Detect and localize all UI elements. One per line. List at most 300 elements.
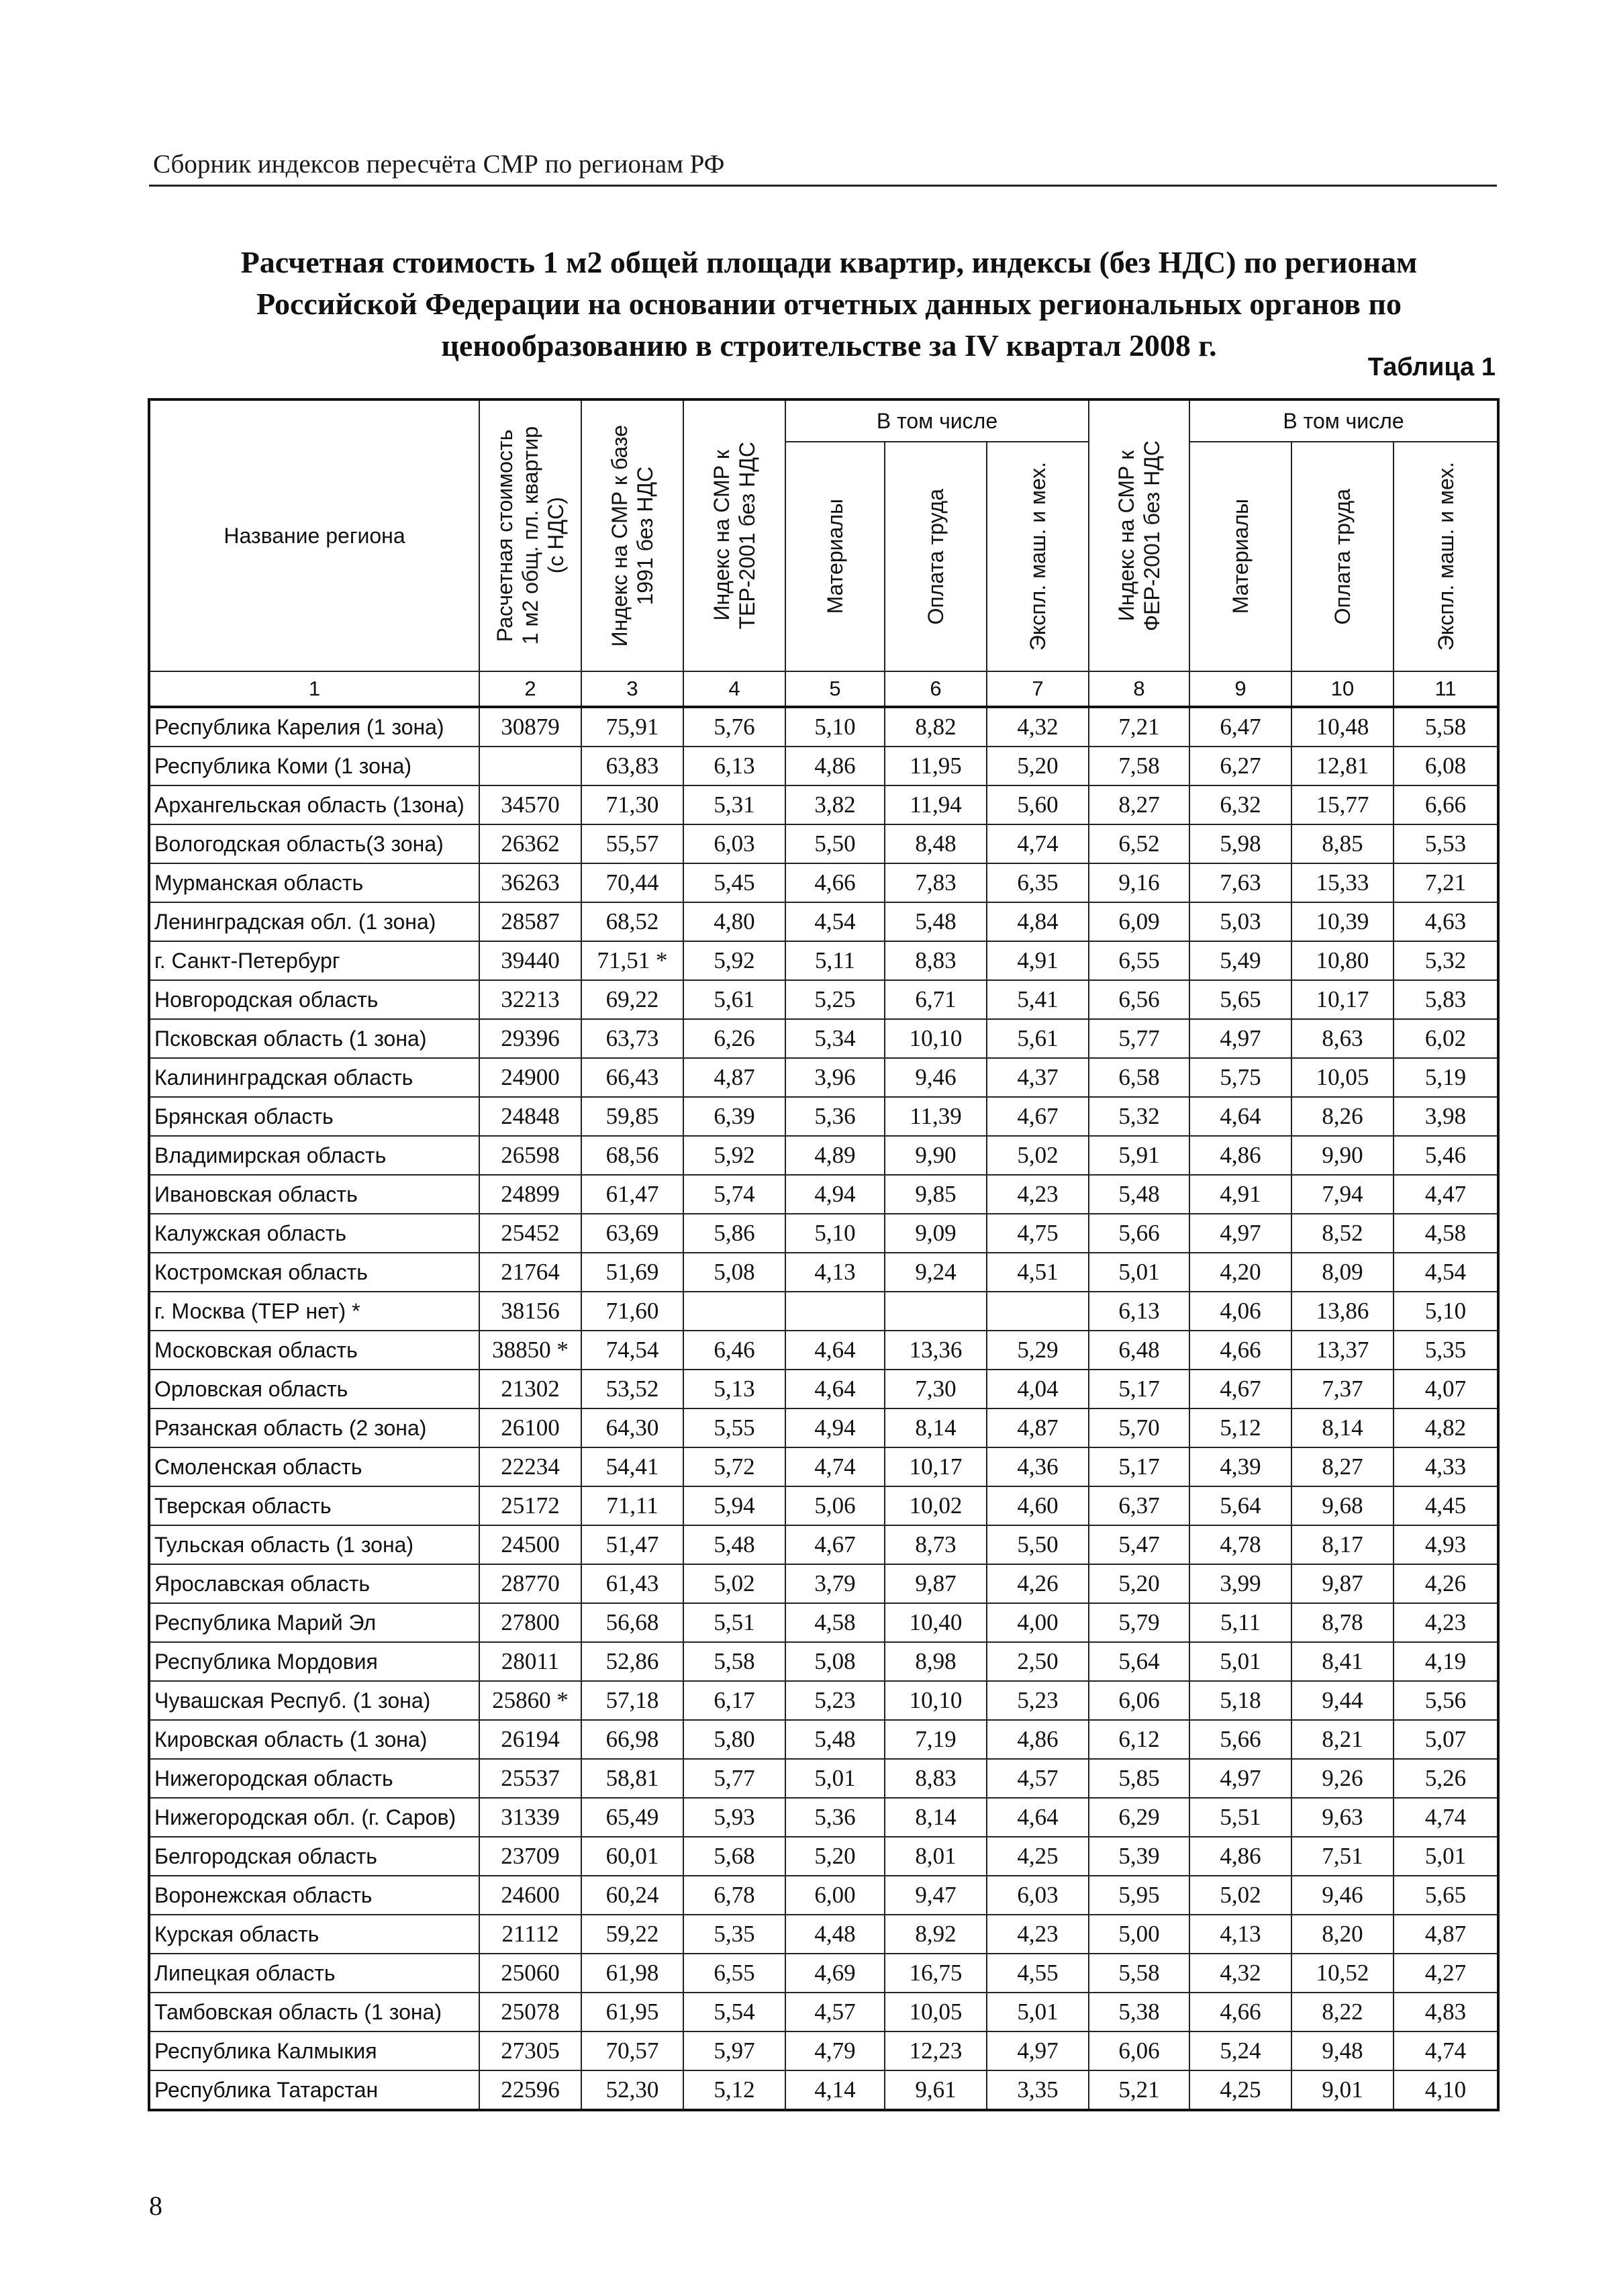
value-cell: 4,19 xyxy=(1394,1642,1498,1681)
value-cell: 4,67 xyxy=(1189,1370,1291,1408)
value-cell: 5,64 xyxy=(1189,1486,1291,1525)
region-name-cell: Республика Карелия (1 зона) xyxy=(149,707,479,747)
value-cell: 3,98 xyxy=(1394,1097,1498,1136)
value-cell: 5,20 xyxy=(987,747,1089,785)
value-cell: 5,92 xyxy=(683,941,785,980)
value-cell: 4,97 xyxy=(1189,1019,1291,1058)
column-header-ter-labor: Оплата труда xyxy=(885,442,987,671)
value-cell: 5,77 xyxy=(1089,1019,1189,1058)
value-cell: 5,19 xyxy=(1394,1058,1498,1097)
table-row xyxy=(149,1136,1498,1175)
value-cell: 12,23 xyxy=(885,2031,987,2070)
value-cell: 5,17 xyxy=(1089,1370,1189,1408)
value-cell: 8,73 xyxy=(885,1525,987,1564)
value-cell: 5,72 xyxy=(683,1447,785,1486)
value-cell: 8,83 xyxy=(885,941,987,980)
value-cell: 5,51 xyxy=(1189,1798,1291,1837)
value-cell: 9,16 xyxy=(1089,863,1189,902)
value-cell: 4,82 xyxy=(1394,1408,1498,1447)
value-cell: 11,94 xyxy=(885,785,987,824)
value-cell: 4,20 xyxy=(1189,1253,1291,1292)
value-cell: 4,91 xyxy=(1189,1175,1291,1214)
value-cell: 5,01 xyxy=(987,1993,1089,2031)
column-number: 4 xyxy=(683,671,785,707)
value-cell: 26598 xyxy=(479,1136,581,1175)
value-cell: 10,05 xyxy=(1291,1058,1394,1097)
value-cell: 5,48 xyxy=(785,1720,885,1759)
table-row xyxy=(149,1486,1498,1525)
region-name-cell: Республика Калмыкия xyxy=(149,2031,479,2070)
value-cell: 69,22 xyxy=(581,980,683,1019)
value-cell: 9,87 xyxy=(885,1564,987,1603)
value-cell: 4,64 xyxy=(785,1370,885,1408)
value-cell: 25452 xyxy=(479,1214,581,1253)
region-name-cell: Ярославская область xyxy=(149,1564,479,1603)
value-cell: 26100 xyxy=(479,1408,581,1447)
value-cell: 4,57 xyxy=(785,1993,885,2031)
value-cell: 5,93 xyxy=(683,1798,785,1837)
value-cell: 4,69 xyxy=(785,1954,885,1993)
value-cell: 9,44 xyxy=(1291,1681,1394,1720)
value-cell: 5,55 xyxy=(683,1408,785,1447)
value-cell: 9,46 xyxy=(1291,1876,1394,1915)
value-cell: 4,32 xyxy=(1189,1954,1291,1993)
table-row xyxy=(149,785,1498,824)
table-row xyxy=(149,747,1498,785)
table-row xyxy=(149,941,1498,980)
value-cell: 5,23 xyxy=(785,1681,885,1720)
table-row xyxy=(149,1954,1498,1993)
value-cell: 5,61 xyxy=(683,980,785,1019)
value-cell: 5,60 xyxy=(987,785,1089,824)
value-cell: 5,18 xyxy=(1189,1681,1291,1720)
value-cell: 6,03 xyxy=(987,1876,1089,1915)
value-cell: 4,47 xyxy=(1394,1175,1498,1214)
value-cell: 6,26 xyxy=(683,1019,785,1058)
value-cell: 8,26 xyxy=(1291,1097,1394,1136)
value-cell: 4,80 xyxy=(683,902,785,941)
value-cell xyxy=(683,1292,785,1331)
value-cell: 6,35 xyxy=(987,863,1089,902)
table-row xyxy=(149,1681,1498,1720)
value-cell: 10,40 xyxy=(885,1603,987,1642)
value-cell: 7,37 xyxy=(1291,1370,1394,1408)
value-cell: 5,64 xyxy=(1089,1642,1189,1681)
column-header-region-name: Название региона xyxy=(149,399,479,671)
value-cell: 8,52 xyxy=(1291,1214,1394,1253)
value-cell: 29396 xyxy=(479,1019,581,1058)
value-cell: 15,77 xyxy=(1291,785,1394,824)
value-cell: 24900 xyxy=(479,1058,581,1097)
value-cell: 4,14 xyxy=(785,2070,885,2110)
value-cell: 8,01 xyxy=(885,1837,987,1876)
title-line: Расчетная стоимость 1 м2 общей площади квартир, индексы (без НДС) по регионам xyxy=(240,245,1418,279)
value-cell: 5,10 xyxy=(1394,1292,1498,1331)
value-cell: 6,58 xyxy=(1089,1058,1189,1097)
value-cell: 24500 xyxy=(479,1525,581,1564)
value-cell: 8,85 xyxy=(1291,824,1394,863)
column-number: 7 xyxy=(987,671,1089,707)
region-index-table xyxy=(148,398,1500,2111)
value-cell: 57,18 xyxy=(581,1681,683,1720)
value-cell: 5,94 xyxy=(683,1486,785,1525)
region-name-cell: Тульская область (1 зона) xyxy=(149,1525,479,1564)
value-cell: 3,99 xyxy=(1189,1564,1291,1603)
region-name-cell: Архангельская область (1зона) xyxy=(149,785,479,824)
value-cell: 28587 xyxy=(479,902,581,941)
region-name-cell: Калининградская область xyxy=(149,1058,479,1097)
column-number: 9 xyxy=(1189,671,1291,707)
value-cell: 4,54 xyxy=(785,902,885,941)
value-cell: 5,45 xyxy=(683,863,785,902)
value-cell: 5,02 xyxy=(987,1136,1089,1175)
value-cell: 5,08 xyxy=(683,1253,785,1292)
value-cell: 9,01 xyxy=(1291,2070,1394,2110)
value-cell: 28770 xyxy=(479,1564,581,1603)
value-cell: 5,39 xyxy=(1089,1837,1189,1876)
table-row xyxy=(149,1214,1498,1253)
value-cell: 5,48 xyxy=(1089,1175,1189,1214)
value-cell: 9,68 xyxy=(1291,1486,1394,1525)
value-cell: 4,13 xyxy=(1189,1915,1291,1954)
column-number: 10 xyxy=(1291,671,1394,707)
table-row xyxy=(149,1253,1498,1292)
table-row xyxy=(149,707,1498,747)
value-cell: 9,85 xyxy=(885,1175,987,1214)
value-cell: 3,82 xyxy=(785,785,885,824)
value-cell xyxy=(479,747,581,785)
value-cell: 3,96 xyxy=(785,1058,885,1097)
value-cell: 6,13 xyxy=(1089,1292,1189,1331)
region-name-cell: г. Санкт-Петербург xyxy=(149,941,479,980)
value-cell: 10,10 xyxy=(885,1019,987,1058)
value-cell: 23709 xyxy=(479,1837,581,1876)
table-row xyxy=(149,902,1498,941)
value-cell: 8,27 xyxy=(1291,1447,1394,1486)
value-cell xyxy=(987,1292,1089,1331)
value-cell: 6,12 xyxy=(1089,1720,1189,1759)
value-cell: 4,36 xyxy=(987,1447,1089,1486)
value-cell: 4,74 xyxy=(785,1447,885,1486)
value-cell: 4,83 xyxy=(1394,1993,1498,2031)
column-number-row xyxy=(149,671,1498,707)
value-cell: 5,01 xyxy=(1189,1642,1291,1681)
value-cell: 4,91 xyxy=(987,941,1089,980)
value-cell: 4,86 xyxy=(1189,1837,1291,1876)
value-cell: 5,95 xyxy=(1089,1876,1189,1915)
value-cell: 51,47 xyxy=(581,1525,683,1564)
value-cell: 63,69 xyxy=(581,1214,683,1253)
page-number: 8 xyxy=(149,2191,162,2221)
value-cell: 7,83 xyxy=(885,863,987,902)
value-cell: 71,11 xyxy=(581,1486,683,1525)
value-cell: 6,27 xyxy=(1189,747,1291,785)
value-cell: 5,13 xyxy=(683,1370,785,1408)
value-cell: 6,13 xyxy=(683,747,785,785)
value-cell: 6,06 xyxy=(1089,1681,1189,1720)
value-cell: 5,79 xyxy=(1089,1603,1189,1642)
value-cell: 5,65 xyxy=(1189,980,1291,1019)
value-cell: 70,57 xyxy=(581,2031,683,2070)
value-cell: 5,49 xyxy=(1189,941,1291,980)
value-cell: 6,09 xyxy=(1089,902,1189,941)
table-row xyxy=(149,2031,1498,2070)
header-rule xyxy=(149,185,1497,187)
value-cell: 10,48 xyxy=(1291,707,1394,747)
value-cell: 5,32 xyxy=(1394,941,1498,980)
value-cell: 60,01 xyxy=(581,1837,683,1876)
value-cell: 6,37 xyxy=(1089,1486,1189,1525)
value-cell: 5,11 xyxy=(785,941,885,980)
value-cell: 4,63 xyxy=(1394,902,1498,941)
value-cell: 5,10 xyxy=(785,707,885,747)
region-name-cell: Рязанская область (2 зона) xyxy=(149,1408,479,1447)
value-cell: 5,66 xyxy=(1189,1720,1291,1759)
value-cell: 4,66 xyxy=(1189,1993,1291,2031)
value-cell: 4,48 xyxy=(785,1915,885,1954)
value-cell: 21764 xyxy=(479,1253,581,1292)
value-cell: 4,23 xyxy=(1394,1603,1498,1642)
value-cell: 6,06 xyxy=(1089,2031,1189,2070)
value-cell: 5,38 xyxy=(1089,1993,1189,2031)
table-row xyxy=(149,1915,1498,1954)
value-cell: 5,47 xyxy=(1089,1525,1189,1564)
value-cell: 6,02 xyxy=(1394,1019,1498,1058)
value-cell: 38850 * xyxy=(479,1331,581,1370)
column-header-ter-materials: Материалы xyxy=(785,442,885,671)
value-cell: 5,03 xyxy=(1189,902,1291,941)
value-cell: 4,97 xyxy=(1189,1759,1291,1798)
column-header-fer-materials: Материалы xyxy=(1189,442,1291,671)
value-cell: 6,48 xyxy=(1089,1331,1189,1370)
value-cell: 58,81 xyxy=(581,1759,683,1798)
value-cell: 5,31 xyxy=(683,785,785,824)
region-name-cell: Ленинградская обл. (1 зона) xyxy=(149,902,479,941)
value-cell: 4,00 xyxy=(987,1603,1089,1642)
value-cell: 25172 xyxy=(479,1486,581,1525)
value-cell: 68,52 xyxy=(581,902,683,941)
value-cell xyxy=(785,1292,885,1331)
value-cell: 8,14 xyxy=(885,1798,987,1837)
value-cell: 4,74 xyxy=(1394,2031,1498,2070)
value-cell: 25537 xyxy=(479,1759,581,1798)
value-cell: 4,58 xyxy=(1394,1214,1498,1253)
column-number: 6 xyxy=(885,671,987,707)
value-cell: 9,61 xyxy=(885,2070,987,2110)
column-number: 11 xyxy=(1394,671,1498,707)
region-name-cell: Новгородская область xyxy=(149,980,479,1019)
value-cell: 6,08 xyxy=(1394,747,1498,785)
value-cell: 4,32 xyxy=(987,707,1089,747)
value-cell: 4,23 xyxy=(987,1915,1089,1954)
value-cell: 6,52 xyxy=(1089,824,1189,863)
value-cell: 5,77 xyxy=(683,1759,785,1798)
value-cell: 66,43 xyxy=(581,1058,683,1097)
value-cell: 7,63 xyxy=(1189,863,1291,902)
value-cell: 12,81 xyxy=(1291,747,1394,785)
value-cell: 5,86 xyxy=(683,1214,785,1253)
value-cell: 5,51 xyxy=(683,1603,785,1642)
value-cell: 59,85 xyxy=(581,1097,683,1136)
value-cell: 5,29 xyxy=(987,1331,1089,1370)
value-cell: 31339 xyxy=(479,1798,581,1837)
value-cell: 4,33 xyxy=(1394,1447,1498,1486)
value-cell: 4,26 xyxy=(1394,1564,1498,1603)
value-cell: 4,07 xyxy=(1394,1370,1498,1408)
value-cell: 5,92 xyxy=(683,1136,785,1175)
value-cell: 4,57 xyxy=(987,1759,1089,1798)
value-cell: 6,39 xyxy=(683,1097,785,1136)
value-cell: 10,02 xyxy=(885,1486,987,1525)
value-cell: 5,06 xyxy=(785,1486,885,1525)
value-cell: 6,29 xyxy=(1089,1798,1189,1837)
value-cell: 4,04 xyxy=(987,1370,1089,1408)
value-cell: 4,23 xyxy=(987,1175,1089,1214)
value-cell: 5,46 xyxy=(1394,1136,1498,1175)
value-cell: 7,94 xyxy=(1291,1175,1394,1214)
running-header: Сборник индексов пересчёта СМР по регионам РФ xyxy=(153,150,725,179)
value-cell: 5,36 xyxy=(785,1798,885,1837)
table-row xyxy=(149,1292,1498,1331)
value-cell: 9,47 xyxy=(885,1876,987,1915)
value-cell: 5,21 xyxy=(1089,2070,1189,2110)
value-cell: 5,01 xyxy=(785,1759,885,1798)
value-cell: 27305 xyxy=(479,2031,581,2070)
table-row xyxy=(149,1019,1498,1058)
value-cell: 5,91 xyxy=(1089,1136,1189,1175)
value-cell: 24600 xyxy=(479,1876,581,1915)
value-cell: 4,66 xyxy=(1189,1331,1291,1370)
region-name-cell: Воронежская область xyxy=(149,1876,479,1915)
value-cell: 25860 * xyxy=(479,1681,581,1720)
value-cell: 4,79 xyxy=(785,2031,885,2070)
value-cell: 8,21 xyxy=(1291,1720,1394,1759)
column-number: 3 xyxy=(581,671,683,707)
value-cell: 32213 xyxy=(479,980,581,1019)
value-cell: 10,39 xyxy=(1291,902,1394,941)
value-cell xyxy=(885,1292,987,1331)
value-cell: 9,24 xyxy=(885,1253,987,1292)
value-cell: 6,47 xyxy=(1189,707,1291,747)
value-cell: 5,56 xyxy=(1394,1681,1498,1720)
value-cell: 13,86 xyxy=(1291,1292,1394,1331)
region-name-cell: г. Москва (ТЕР нет) * xyxy=(149,1292,479,1331)
value-cell: 5,66 xyxy=(1089,1214,1189,1253)
value-cell: 8,20 xyxy=(1291,1915,1394,1954)
value-cell: 8,92 xyxy=(885,1915,987,1954)
table-row xyxy=(149,1642,1498,1681)
value-cell: 8,78 xyxy=(1291,1603,1394,1642)
value-cell: 8,09 xyxy=(1291,1253,1394,1292)
table-row xyxy=(149,1759,1498,1798)
value-cell: 2,50 xyxy=(987,1642,1089,1681)
value-cell: 71,60 xyxy=(581,1292,683,1331)
value-cell: 6,66 xyxy=(1394,785,1498,824)
value-cell: 38156 xyxy=(479,1292,581,1331)
value-cell: 4,06 xyxy=(1189,1292,1291,1331)
value-cell: 22234 xyxy=(479,1447,581,1486)
value-cell: 4,54 xyxy=(1394,1253,1498,1292)
value-cell: 4,97 xyxy=(1189,1214,1291,1253)
table-row xyxy=(149,1564,1498,1603)
table-row xyxy=(149,2070,1498,2110)
column-header-fer-labor: Оплата труда xyxy=(1291,442,1394,671)
value-cell: 54,41 xyxy=(581,1447,683,1486)
value-cell: 9,46 xyxy=(885,1058,987,1097)
value-cell: 4,93 xyxy=(1394,1525,1498,1564)
region-name-cell: Липецкая область xyxy=(149,1954,479,1993)
column-number: 8 xyxy=(1089,671,1189,707)
value-cell: 5,32 xyxy=(1089,1097,1189,1136)
value-cell: 5,75 xyxy=(1189,1058,1291,1097)
value-cell: 34570 xyxy=(479,785,581,824)
value-cell: 4,60 xyxy=(987,1486,1089,1525)
value-cell: 5,01 xyxy=(1089,1253,1189,1292)
value-cell: 4,94 xyxy=(785,1408,885,1447)
value-cell: 4,84 xyxy=(987,902,1089,941)
value-cell: 4,55 xyxy=(987,1954,1089,1993)
column-number: 2 xyxy=(479,671,581,707)
table-body xyxy=(149,707,1498,2110)
value-cell: 60,24 xyxy=(581,1876,683,1915)
title-line: Российской Федерации на основании отчетных данных региональных органов по xyxy=(256,287,1402,321)
value-cell: 5,12 xyxy=(683,2070,785,2110)
value-cell: 5,76 xyxy=(683,707,785,747)
value-cell: 30879 xyxy=(479,707,581,747)
table-label: Таблица 1 xyxy=(1367,353,1496,381)
value-cell: 10,10 xyxy=(885,1681,987,1720)
value-cell: 4,39 xyxy=(1189,1447,1291,1486)
table-row xyxy=(149,1798,1498,1837)
value-cell: 5,35 xyxy=(683,1915,785,1954)
region-name-cell: Мурманская область xyxy=(149,863,479,902)
table-row xyxy=(149,1993,1498,2031)
region-name-cell: Брянская область xyxy=(149,1097,479,1136)
value-cell: 8,22 xyxy=(1291,1993,1394,2031)
region-name-cell: Калужская область xyxy=(149,1214,479,1253)
value-cell: 5,58 xyxy=(1089,1954,1189,1993)
value-cell: 5,23 xyxy=(987,1681,1089,1720)
table-row xyxy=(149,1331,1498,1370)
value-cell: 5,68 xyxy=(683,1837,785,1876)
value-cell: 5,25 xyxy=(785,980,885,1019)
table-row xyxy=(149,1876,1498,1915)
value-cell: 7,58 xyxy=(1089,747,1189,785)
value-cell: 4,26 xyxy=(987,1564,1089,1603)
value-cell: 10,05 xyxy=(885,1993,987,2031)
value-cell: 4,67 xyxy=(785,1525,885,1564)
value-cell: 5,36 xyxy=(785,1097,885,1136)
value-cell: 8,14 xyxy=(1291,1408,1394,1447)
value-cell: 5,20 xyxy=(1089,1564,1189,1603)
value-cell: 9,87 xyxy=(1291,1564,1394,1603)
region-name-cell: Тверская область xyxy=(149,1486,479,1525)
value-cell: 8,98 xyxy=(885,1642,987,1681)
value-cell: 21112 xyxy=(479,1915,581,1954)
value-cell: 6,71 xyxy=(885,980,987,1019)
value-cell: 66,98 xyxy=(581,1720,683,1759)
value-cell: 8,41 xyxy=(1291,1642,1394,1681)
region-name-cell: Костромская область xyxy=(149,1253,479,1292)
value-cell: 15,33 xyxy=(1291,863,1394,902)
value-cell: 25060 xyxy=(479,1954,581,1993)
value-cell: 8,27 xyxy=(1089,785,1189,824)
value-cell: 63,73 xyxy=(581,1019,683,1058)
value-cell: 4,64 xyxy=(987,1798,1089,1837)
value-cell: 4,67 xyxy=(987,1097,1089,1136)
value-cell: 63,83 xyxy=(581,747,683,785)
value-cell: 5,98 xyxy=(1189,824,1291,863)
